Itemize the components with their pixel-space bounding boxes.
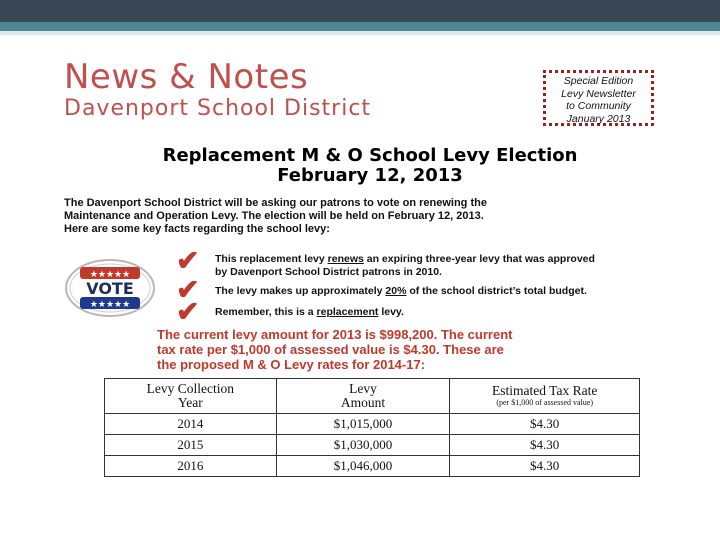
cell-amount: $1,030,000 bbox=[276, 435, 450, 456]
vote-label: VOTE bbox=[86, 279, 134, 298]
special-edition-box bbox=[543, 70, 654, 126]
check-icon: ✔ bbox=[176, 296, 200, 327]
bullet-item bbox=[215, 285, 587, 298]
bullet-emphasis: replacement bbox=[316, 306, 379, 318]
header-tax-rate: Estimated Tax Rate (per $1,000 of assessed value) bbox=[450, 379, 640, 414]
bullet-text: an expiring three-year levy that was approved bbox=[363, 253, 595, 265]
intro-paragraph bbox=[64, 197, 624, 236]
header-amount: Levy Amount bbox=[276, 379, 450, 414]
vote-stars-top: ★★★★★ bbox=[89, 270, 131, 280]
highlight-line: tax rate per $1,000 of assessed value is $4.30. These are bbox=[157, 342, 504, 357]
levy-highlight bbox=[157, 327, 637, 372]
headline bbox=[100, 146, 640, 186]
table-row bbox=[105, 456, 640, 477]
bullet-emphasis: 20% bbox=[385, 285, 407, 297]
top-bar bbox=[0, 0, 720, 22]
table-header-row bbox=[105, 379, 640, 414]
highlight-line: The current levy amount for 2013 is $998,200. The current bbox=[157, 327, 513, 342]
cell-rate: $4.30 bbox=[450, 414, 640, 435]
special-line: Levy Newsletter bbox=[561, 87, 636, 100]
vote-stars-bottom: ★★★★★ bbox=[89, 300, 131, 310]
district-name: Davenport School District bbox=[64, 96, 372, 121]
levy-rates-table bbox=[104, 378, 640, 477]
cell-year: 2015 bbox=[105, 435, 277, 456]
check-icon: ✔ bbox=[176, 274, 200, 305]
intro-line: The Davenport School District will be asking our patrons to vote on renewing the bbox=[64, 197, 487, 209]
cell-rate: $4.30 bbox=[450, 456, 640, 477]
cell-rate: $4.30 bbox=[450, 435, 640, 456]
bullet-item bbox=[215, 253, 595, 278]
bullet-text: The levy makes up approximately bbox=[215, 285, 386, 297]
table-row bbox=[105, 414, 640, 435]
special-line: to Community bbox=[566, 100, 631, 112]
table-row bbox=[105, 435, 640, 456]
bullet-item bbox=[215, 306, 404, 319]
bullet-emphasis: renews bbox=[327, 253, 364, 265]
top-bar-highlight bbox=[0, 31, 720, 35]
header-year: Levy Collection Year bbox=[105, 379, 277, 414]
intro-line: Here are some key facts regarding the school levy: bbox=[64, 223, 330, 235]
intro-line: Maintenance and Operation Levy. The election will be held on February 12, 2013. bbox=[64, 210, 484, 222]
highlight-line: the proposed M & O Levy rates for 2014-17: bbox=[157, 357, 426, 372]
cell-year: 2016 bbox=[105, 456, 277, 477]
newsletter-title: News & Notes bbox=[64, 57, 309, 97]
cell-amount: $1,046,000 bbox=[276, 456, 450, 477]
headline-line: February 12, 2013 bbox=[277, 165, 463, 186]
cell-year: 2014 bbox=[105, 414, 277, 435]
bullet-text: This replacement levy bbox=[215, 253, 328, 265]
bullet-text: by Davenport School District patrons in 2010. bbox=[215, 265, 442, 278]
vote-badge-icon bbox=[64, 258, 156, 318]
top-bar-accent bbox=[0, 22, 720, 31]
special-line: January 2013 bbox=[566, 112, 631, 125]
bullet-text: Remember, this is a bbox=[215, 306, 317, 318]
cell-amount: $1,015,000 bbox=[276, 414, 450, 435]
special-line: Special Edition bbox=[563, 75, 634, 87]
bullet-text: levy. bbox=[378, 306, 404, 318]
headline-line: Replacement M & O School Levy Election bbox=[162, 145, 578, 166]
bullet-text: of the school district’s total budget. bbox=[406, 285, 587, 297]
check-icon: ✔ bbox=[176, 245, 200, 276]
